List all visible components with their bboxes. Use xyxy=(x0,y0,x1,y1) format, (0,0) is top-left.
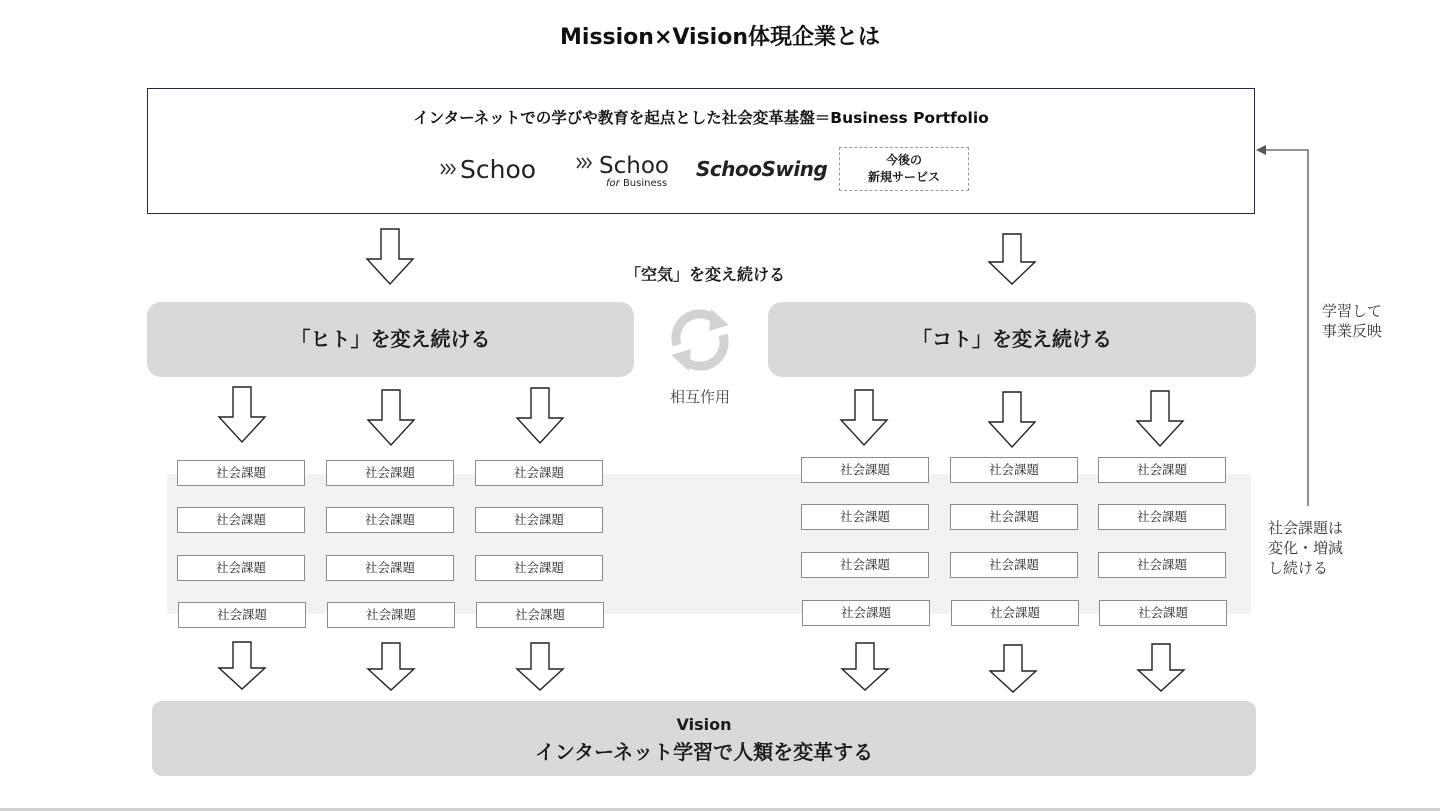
issue-box: 社会課題 xyxy=(801,457,929,483)
future-service-line2: 新規サービス xyxy=(867,170,940,184)
page-title: Mission×Vision体現企業とは xyxy=(560,25,880,50)
issue-box: 社会課題 xyxy=(326,555,454,581)
issue-box: 社会課題 xyxy=(802,600,930,626)
issues-note-line3: し続ける xyxy=(1268,559,1329,577)
issue-box: 社会課題 xyxy=(178,602,306,628)
vision-text: インターネット学習で人類を変革する xyxy=(534,740,874,764)
portfolio-heading: インターネットでの学びや教育を起点とした社会変革基盤＝Business Portfolio xyxy=(413,109,989,127)
down-arrow xyxy=(368,390,414,445)
issue-box: 社会課題 xyxy=(1098,552,1226,578)
issue-box: 社会課題 xyxy=(475,460,603,486)
schoo-business-logo-text: Schoo xyxy=(599,153,669,179)
feedback-arrowhead xyxy=(1256,145,1266,155)
feedback-connector xyxy=(1262,150,1308,506)
down-arrow xyxy=(989,392,1035,447)
down-arrow xyxy=(367,229,413,284)
issue-box: 社会課題 xyxy=(476,602,604,628)
issue-box: 社会課題 xyxy=(951,600,1079,626)
vision-label: Vision xyxy=(676,715,732,734)
schoo-logo-text: Schoo xyxy=(460,155,537,184)
down-arrow xyxy=(1138,644,1184,691)
issue-box: 社会課題 xyxy=(1098,504,1226,530)
issue-box: 社会課題 xyxy=(475,507,603,533)
issue-box: 社会課題 xyxy=(326,460,454,486)
interaction-label: 相互作用 xyxy=(669,388,730,406)
down-arrow xyxy=(990,645,1036,692)
issue-box: 社会課題 xyxy=(327,602,455,628)
down-arrow xyxy=(219,387,265,442)
issues-note-line1: 社会課題は xyxy=(1268,519,1344,537)
issue-box: 社会課題 xyxy=(950,504,1078,530)
koto-pill: 「コト」を変え続ける xyxy=(768,302,1256,377)
issue-box: 社会課題 xyxy=(326,507,454,533)
issue-box: 社会課題 xyxy=(177,460,305,486)
issue-box: 社会課題 xyxy=(1098,457,1226,483)
down-arrow xyxy=(368,643,414,690)
hito-pill: 「ヒト」を変え続ける xyxy=(147,302,634,377)
issue-box: 社会課題 xyxy=(801,504,929,530)
down-arrow xyxy=(989,234,1035,284)
feedback-line2: 事業反映 xyxy=(1322,322,1383,340)
schoo-swing-logo: SchooSwing xyxy=(696,157,828,181)
issue-box: 社会課題 xyxy=(1099,600,1227,626)
feedback-line1: 学習して xyxy=(1322,302,1383,320)
issue-box: 社会課題 xyxy=(177,507,305,533)
down-arrow xyxy=(842,643,888,690)
schoo-business-for: for xyxy=(606,178,620,189)
issue-box: 社会課題 xyxy=(475,555,603,581)
issue-box: 社会課題 xyxy=(950,552,1078,578)
issue-box: 社会課題 xyxy=(177,555,305,581)
issue-box: 社会課題 xyxy=(950,457,1078,483)
air-label: 「空気」を変え続ける xyxy=(624,265,785,284)
down-arrow xyxy=(517,643,563,690)
down-arrow xyxy=(517,388,563,443)
future-service-line1: 今後の xyxy=(885,153,922,167)
down-arrow xyxy=(219,642,265,689)
down-arrow xyxy=(841,390,887,445)
issue-box: 社会課題 xyxy=(801,552,929,578)
down-arrow xyxy=(1137,391,1183,446)
issues-note-line2: 変化・増減 xyxy=(1268,539,1344,557)
schoo-business-label: Business xyxy=(622,178,668,189)
